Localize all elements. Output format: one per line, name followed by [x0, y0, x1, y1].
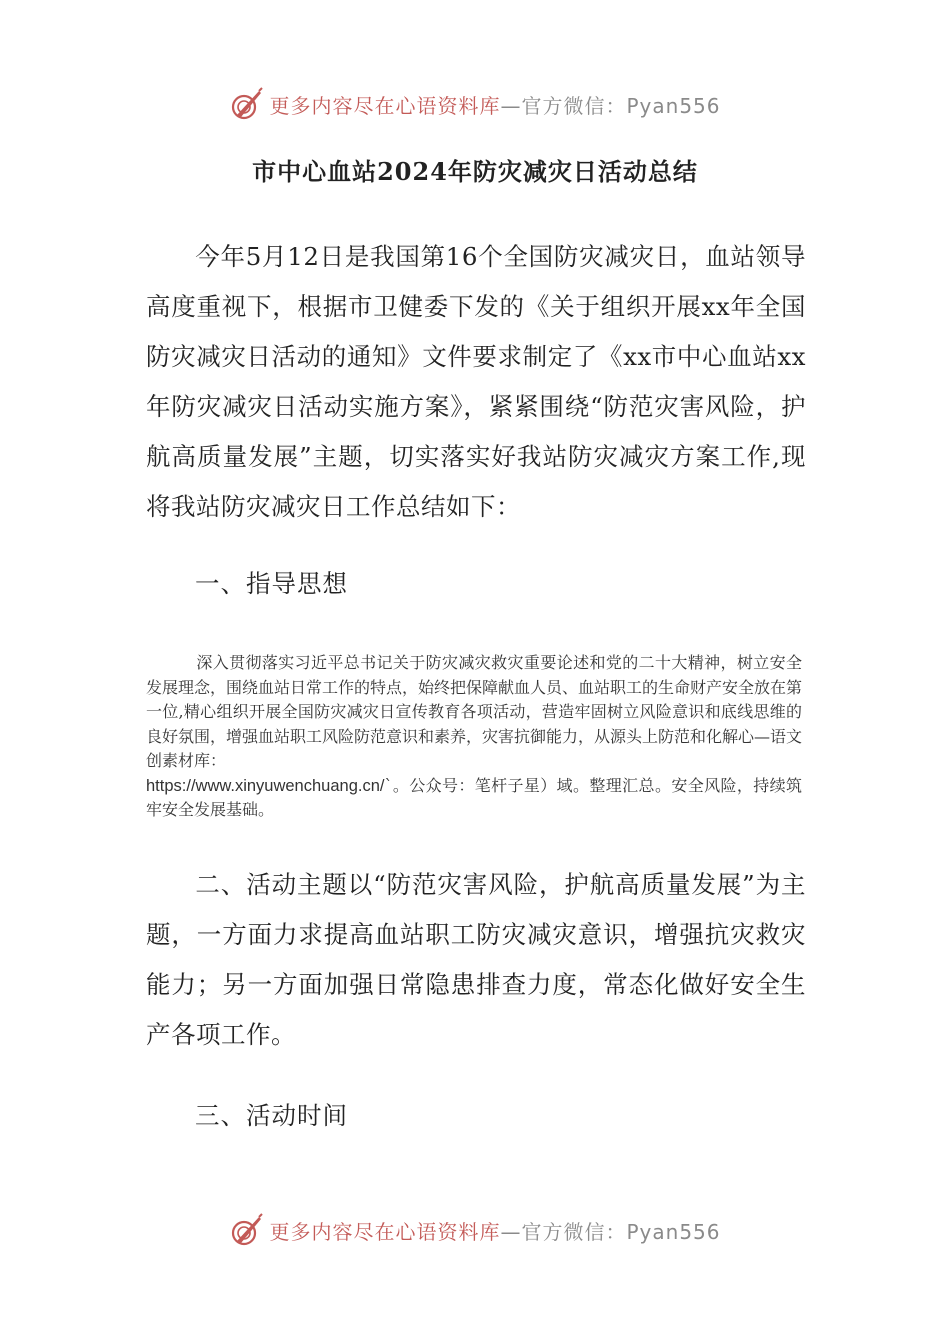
section2-text: 二、活动主题以“防范灾害风险，护航高质量发展”为主题，一方面力求提高血站职工防灾减灾意识，增强抗灾救灾能力；另一方面加强日常隐患排查力度，常态化做好安全生产各项工作。: [146, 870, 806, 1049]
header-banner: [0, 84, 950, 124]
banner-dash: —: [500, 1219, 522, 1244]
quill-logo-icon: [229, 1213, 263, 1247]
intro-paragraph: [146, 232, 806, 532]
section1-text-a: 深入贯彻落实习近平总书记关于防灾减灾救灾重要论述和党的二十大精神，树立安全发展理念，围绕血站日常工作的特点，始终把保障献血人员、血站职工的生命财产安全放在第一位,精心组织开展全国防灾减灾日宣传教育各项活动，营造牢固树立风险意识和底线思维的良好氛围，增强血站职工风险防范意识和素养，灾害抗御能力，从源头上防范和化解心—语文创素材库：: [146, 653, 803, 770]
banner-wechat-label: 官方微信：: [521, 93, 627, 118]
footer-banner: [0, 1210, 950, 1250]
banner-text: [269, 90, 720, 119]
banner-wechat-label: 官方微信：: [521, 1219, 627, 1244]
banner-title: 更多内容尽在心语资料库: [269, 93, 501, 118]
quill-logo-icon: [229, 87, 263, 121]
section1-text-b: `。公众号：笔杆子星）域。整理汇总。安全风险，持续筑牢安全发展基础。: [146, 775, 802, 819]
intro-text: 今年5月12日是我国第16个全国防灾减灾日，血站领导高度重视下，根据市卫健委下发的《关于组织开展xx年全国防灾减灾日活动的通知》文件要求制定了《xx市中心血站xx年防灾减灾日活动实施方案》，紧紧围绕“防范灾害风险，护航高质量发展”主题，切实落实好我站防灾减灾方案工作,现将我站防灾减灾日工作总结如下：: [146, 242, 806, 521]
banner-wechat-id: Pyan556: [626, 93, 721, 118]
banner-text: [269, 1216, 720, 1245]
section1-heading: 一、指导思想: [195, 569, 348, 598]
section1-body: [146, 651, 802, 823]
source-url-link[interactable]: https://www.xinyuwenchuang.cn/: [146, 776, 385, 795]
banner-dash: —: [500, 93, 522, 118]
section2-paragraph: [146, 860, 806, 1060]
banner-wechat-id: Pyan556: [626, 1219, 721, 1244]
section3-heading: 三、活动时间: [195, 1101, 348, 1130]
document-title: 市中心血站2024年防灾减灾日活动总结: [252, 157, 698, 186]
banner-title: 更多内容尽在心语资料库: [269, 1219, 501, 1244]
